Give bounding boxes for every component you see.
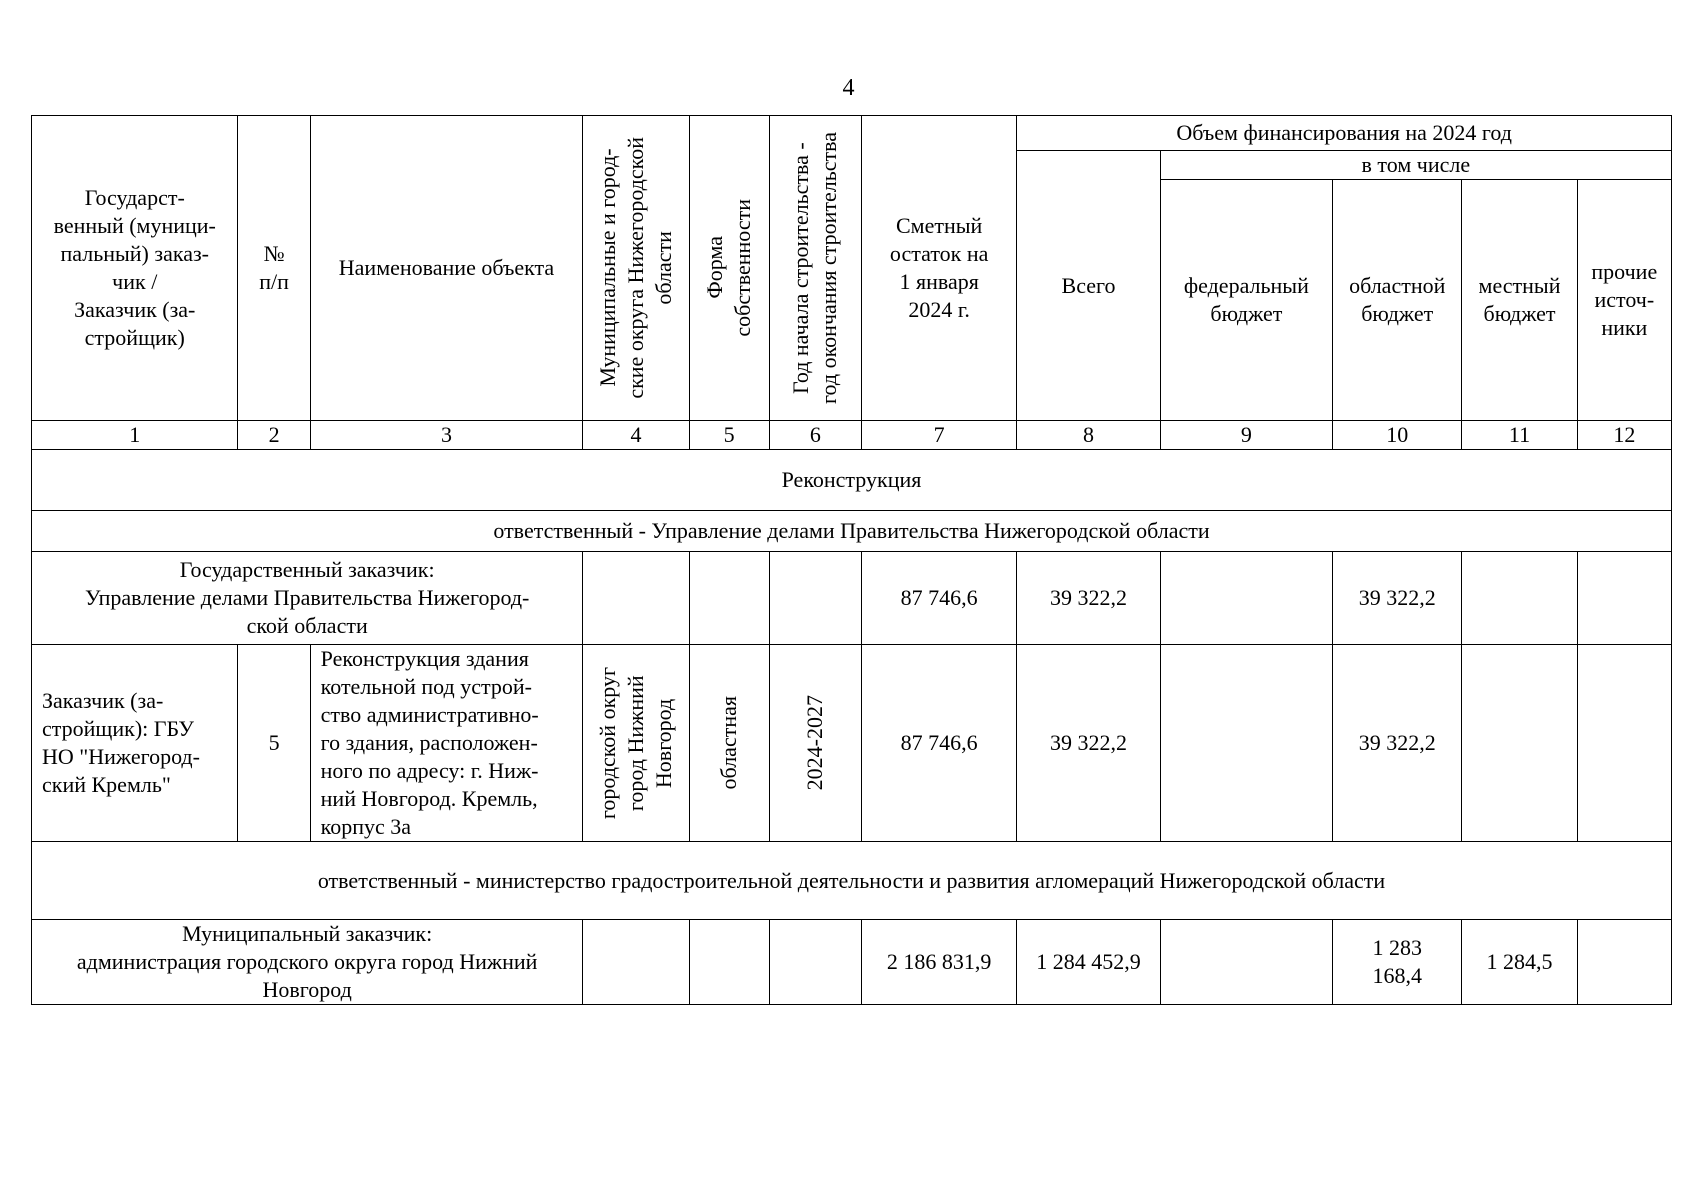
object-number: 5 xyxy=(238,645,310,842)
page-number: 4 xyxy=(842,75,855,101)
municipal-total: 1 284 452,9 xyxy=(1017,920,1160,1005)
header-estimated-balance: Сметный остаток на 1 января 2024 г. xyxy=(861,116,1016,421)
column-number: 3 xyxy=(310,421,583,450)
object-estimated-balance: 87 746,6 xyxy=(861,645,1016,842)
header-including: в том числе xyxy=(1160,151,1671,180)
object-row xyxy=(32,645,1672,842)
responsible-row-1: ответственный - Управление делами Правительства Нижегородской области xyxy=(32,511,1672,552)
responsible-row-2: ответственный - министерство градостроительной деятельности и развития агломераций Нижегородской области xyxy=(32,842,1672,920)
header-federal: федеральный бюджет xyxy=(1160,180,1332,421)
object-regional: 39 322,2 xyxy=(1333,645,1462,842)
empty-cell xyxy=(689,920,769,1005)
object-federal xyxy=(1160,645,1332,842)
state-estimated-balance: 87 746,6 xyxy=(861,552,1016,645)
object-other xyxy=(1577,645,1671,842)
header-other: прочие источ- ники xyxy=(1577,180,1671,421)
object-name: Реконструкция здания котельной под устрой- ство административно- го здания, расположен- ного по адресу: г. Ниж- ний Новгород. Кремль, корпус 3а xyxy=(310,645,583,842)
column-number: 6 xyxy=(769,421,861,450)
object-municipality: городской округ город Нижний Новгород xyxy=(583,645,689,842)
empty-cell xyxy=(583,920,689,1005)
financing-table xyxy=(31,115,1672,1005)
header-municipality: Муниципальные и город- ские округа Нижегородской области xyxy=(583,116,689,421)
state-total: 39 322,2 xyxy=(1017,552,1160,645)
state-customer-label: Государственный заказчик: Управление делами Правительства Нижегород- ской области xyxy=(32,552,583,645)
header-number: № п/п xyxy=(238,116,310,421)
object-local xyxy=(1462,645,1577,842)
municipal-local: 1 284,5 xyxy=(1462,920,1577,1005)
empty-cell xyxy=(689,552,769,645)
municipal-customer-row xyxy=(32,920,1672,1005)
object-customer: Заказчик (за- стройщик): ГБУ НО "Нижегород- ский Кремль" xyxy=(32,645,238,842)
column-number: 11 xyxy=(1462,421,1577,450)
object-total: 39 322,2 xyxy=(1017,645,1160,842)
header-customer: Государст- венный (муници- пальный) заказ- чик / Заказчик (за- стройщик) xyxy=(32,116,238,421)
header-funding-group: Объем финансирования на 2024 год xyxy=(1017,116,1672,151)
column-number: 9 xyxy=(1160,421,1332,450)
header-years: Год начала строительства - год окончания строительства xyxy=(769,116,861,421)
state-federal xyxy=(1160,552,1332,645)
column-number: 7 xyxy=(861,421,1016,450)
municipal-other xyxy=(1577,920,1671,1005)
object-years: 2024-2027 xyxy=(769,645,861,842)
column-numbers-row xyxy=(32,421,1672,450)
empty-cell xyxy=(769,920,861,1005)
header-object-name: Наименование объекта xyxy=(310,116,583,421)
header-ownership: Форма собственности xyxy=(689,116,769,421)
municipal-regional: 1 283 168,4 xyxy=(1333,920,1462,1005)
object-ownership: областная xyxy=(689,645,769,842)
empty-cell xyxy=(769,552,861,645)
header-regional: областной бюджет xyxy=(1333,180,1462,421)
header-local: местный бюджет xyxy=(1462,180,1577,421)
empty-cell xyxy=(583,552,689,645)
municipal-estimated-balance: 2 186 831,9 xyxy=(861,920,1016,1005)
state-regional: 39 322,2 xyxy=(1333,552,1462,645)
state-customer-row xyxy=(32,552,1672,645)
column-number: 2 xyxy=(238,421,310,450)
municipal-customer-label: Муниципальный заказчик: администрация городского округа город Нижний Новгород xyxy=(32,920,583,1005)
column-number: 5 xyxy=(689,421,769,450)
column-number: 4 xyxy=(583,421,689,450)
column-number: 10 xyxy=(1333,421,1462,450)
state-other xyxy=(1577,552,1671,645)
column-number: 12 xyxy=(1577,421,1671,450)
section-title: Реконструкция xyxy=(32,450,1672,511)
header-total: Всего xyxy=(1017,151,1160,421)
column-number: 1 xyxy=(32,421,238,450)
municipal-federal xyxy=(1160,920,1332,1005)
column-number: 8 xyxy=(1017,421,1160,450)
state-local xyxy=(1462,552,1577,645)
